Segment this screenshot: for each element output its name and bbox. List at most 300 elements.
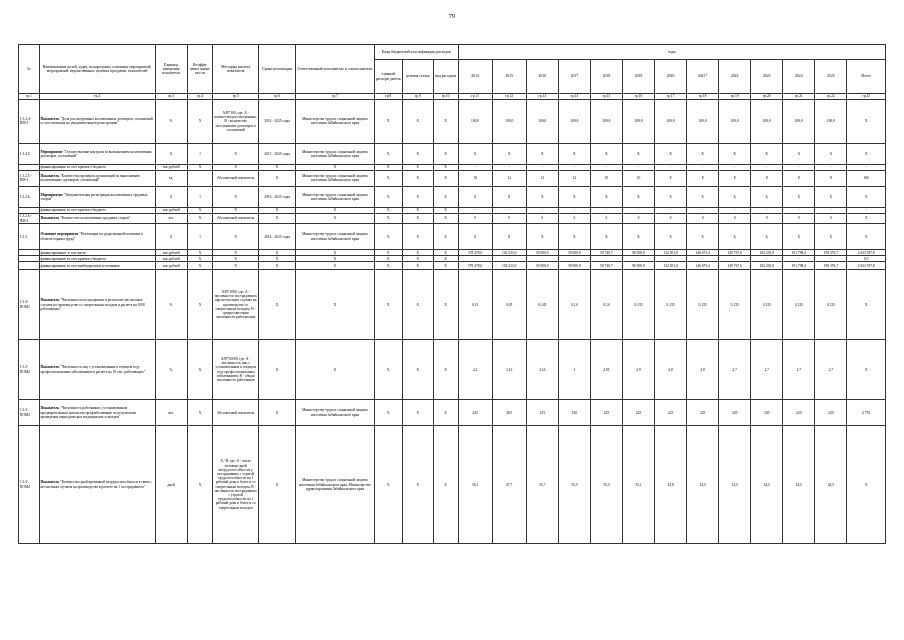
table-cell bbox=[258, 99, 295, 143]
cell-text: X bbox=[169, 234, 173, 239]
cell-text: гр.16 bbox=[634, 94, 643, 99]
table-cell bbox=[433, 262, 458, 270]
cell-text: шт. bbox=[168, 216, 174, 221]
cell-text: X bbox=[605, 194, 608, 199]
cell-text: X bbox=[386, 256, 390, 261]
cell-text: X bbox=[386, 234, 390, 239]
cell-text: 3,16 bbox=[506, 367, 513, 372]
table-cell bbox=[751, 400, 783, 426]
cell-text: 102 523,0 bbox=[502, 250, 517, 255]
cell-text: гр.17 bbox=[666, 94, 675, 99]
cell-text: - bbox=[573, 165, 575, 170]
cell-text: гр.9 bbox=[414, 94, 421, 99]
cell-text: гр.7 bbox=[331, 94, 338, 99]
table-cell bbox=[296, 186, 375, 207]
table-cell bbox=[258, 224, 295, 250]
cell-text: 100,0 bbox=[538, 119, 547, 124]
cell-text: X bbox=[386, 194, 390, 199]
table-cell bbox=[458, 224, 492, 250]
cell-text: гр.6 bbox=[274, 94, 281, 99]
table-cell bbox=[847, 213, 886, 223]
cell-text: 34,5 bbox=[699, 482, 706, 487]
cell-text: X bbox=[701, 151, 704, 156]
col-header-executor: Ответственный исполнитель и соисполнители bbox=[296, 45, 375, 94]
cell-text: гр.5 bbox=[232, 94, 239, 99]
row-name-cell bbox=[39, 213, 155, 223]
col-header-year: 2023 bbox=[751, 60, 783, 94]
table-row bbox=[19, 143, 886, 164]
cell-text: Министерство труда и социальной защиты населения Забайкальского края bbox=[302, 174, 368, 183]
table-cell bbox=[719, 213, 751, 223]
table-cell bbox=[847, 426, 886, 544]
cell-text: - bbox=[830, 256, 832, 261]
table-cell bbox=[622, 270, 654, 340]
cell-text: 220 bbox=[764, 410, 770, 415]
table-cell bbox=[655, 170, 687, 186]
cell-text: X bbox=[507, 194, 511, 199]
table-cell bbox=[258, 400, 295, 426]
cell-text: X bbox=[275, 165, 279, 170]
table-cell bbox=[783, 170, 815, 186]
cell-text: - bbox=[830, 165, 832, 170]
cell-text: X bbox=[275, 410, 279, 415]
table-cell bbox=[687, 262, 719, 270]
table-cell bbox=[296, 143, 375, 164]
cell-text: X bbox=[473, 234, 477, 239]
table-cell bbox=[622, 340, 654, 400]
cell-text: - bbox=[637, 256, 640, 261]
table-cell bbox=[590, 213, 622, 223]
table-cell bbox=[296, 213, 375, 223]
table-cell bbox=[622, 186, 654, 207]
cell-text: - bbox=[798, 256, 800, 261]
cell-text: А / В, где: А - число человеко-дней нетрудоспособности у пострадавших с утратой трудоспособности на 1 рабочий день и более и со смертельным исходом, В - численность пострадавших с утратой трудоспособности на 1 рабочий день и более и со смертельным исходом bbox=[214, 459, 257, 510]
table-cell bbox=[526, 340, 558, 400]
cell-text: 132 501,0 bbox=[663, 250, 678, 255]
table-cell bbox=[296, 224, 375, 250]
cell-text: - bbox=[766, 208, 768, 213]
cell-text: X bbox=[198, 302, 202, 307]
cell-text: 100,0 bbox=[794, 119, 803, 124]
cell-text: финансирование за счет краевого бюджета bbox=[40, 208, 106, 213]
row-number-cell bbox=[19, 224, 40, 250]
table-cell bbox=[751, 213, 783, 223]
table-cell bbox=[155, 99, 187, 143]
keyword-label: Показатель bbox=[40, 406, 60, 411]
cell-text: Абсолютный показатель bbox=[217, 410, 255, 415]
cell-text: X bbox=[386, 250, 390, 255]
table-cell bbox=[558, 262, 590, 270]
table-cell bbox=[847, 262, 886, 270]
table-cell bbox=[815, 143, 847, 164]
cell-text: 1 bbox=[199, 234, 201, 239]
cell-text: 102 523,0 bbox=[502, 263, 517, 268]
col-header-year: Итого bbox=[847, 60, 886, 94]
cell-text: 34,5 bbox=[763, 482, 770, 487]
table-row bbox=[19, 186, 886, 207]
table-cell bbox=[558, 213, 590, 223]
table-cell bbox=[155, 262, 187, 270]
cell-text: - bbox=[508, 165, 510, 170]
row-name-cell bbox=[39, 170, 155, 186]
col-header-years: годы bbox=[458, 45, 885, 60]
table-cell bbox=[719, 262, 751, 270]
cell-text: - bbox=[605, 208, 608, 213]
cell-text: 1.3.2.6. bbox=[19, 194, 31, 199]
cell-text: 146 673,4 bbox=[695, 250, 710, 255]
cell-text: 2 755 bbox=[862, 410, 871, 415]
row-number-cell bbox=[19, 400, 40, 426]
cell-text: 245 bbox=[472, 410, 478, 415]
table-cell bbox=[155, 213, 187, 223]
table-cell bbox=[402, 270, 433, 340]
cell-text: X bbox=[198, 256, 202, 261]
cell-text: X bbox=[234, 165, 237, 170]
cell-text: - bbox=[766, 256, 768, 261]
cell-text: 1 bbox=[199, 194, 201, 199]
table-cell bbox=[402, 143, 433, 164]
table-cell bbox=[526, 262, 558, 270]
table-row bbox=[19, 99, 886, 143]
cell-text: 0,05 bbox=[506, 302, 513, 307]
table-cell bbox=[622, 426, 654, 544]
cell-text: 191 798,4 bbox=[791, 263, 806, 268]
cell-text: 0 bbox=[701, 216, 704, 221]
cell-text: Абсолютный показатель bbox=[217, 216, 255, 221]
cell-text: X bbox=[198, 250, 202, 255]
table-cell bbox=[558, 224, 590, 250]
table-cell bbox=[155, 224, 187, 250]
table-cell bbox=[751, 224, 783, 250]
cell-text: X bbox=[829, 234, 833, 239]
table-cell bbox=[687, 143, 719, 164]
cell-text: X bbox=[386, 216, 390, 221]
cell-text: X bbox=[333, 367, 337, 372]
table-cell bbox=[402, 186, 433, 207]
col-header-terms: Сроки реализации bbox=[258, 45, 295, 94]
col-header-year: 2024 bbox=[783, 60, 815, 94]
cell-text: 8 bbox=[701, 176, 704, 181]
cell-text: X bbox=[234, 208, 237, 213]
cell-text: X bbox=[416, 234, 419, 239]
table-row bbox=[19, 213, 886, 223]
cell-text: X bbox=[198, 216, 202, 221]
cell-text: 34,5 bbox=[795, 482, 802, 487]
table-cell bbox=[719, 224, 751, 250]
keyword-label: Показатель bbox=[40, 480, 60, 485]
table-cell bbox=[213, 340, 259, 400]
cell-text: - bbox=[541, 256, 543, 261]
cell-text: 47,7 bbox=[506, 482, 513, 487]
table-cell bbox=[213, 224, 259, 250]
table-cell bbox=[655, 224, 687, 250]
cell-text: гр.14 bbox=[570, 94, 579, 99]
table-cell bbox=[751, 340, 783, 400]
cell-text: 50 000,0 bbox=[536, 263, 549, 268]
cell-text: 59 740,7 bbox=[600, 250, 613, 255]
table-cell bbox=[213, 143, 259, 164]
cell-text: X bbox=[573, 194, 576, 199]
table-cell bbox=[751, 170, 783, 186]
col-header-name: Наименование целей, задач, подпрограмм, основных мероприятий, мероприятий, ведомственных целевых программ, показателей bbox=[39, 45, 155, 94]
table-cell bbox=[590, 170, 622, 186]
cell-text: А/В*1000, где: А - численность пострадавших при несчастных случаях на производстве со смертельным исходом, В - среднесписочная численность работающих bbox=[214, 289, 257, 320]
table-cell bbox=[258, 426, 295, 544]
cell-text: X bbox=[444, 119, 447, 124]
table-cell bbox=[622, 143, 654, 164]
table-cell bbox=[374, 270, 402, 340]
table-cell bbox=[815, 262, 847, 270]
keyword-label: Показатель bbox=[40, 117, 60, 122]
cell-text: - bbox=[865, 208, 867, 213]
table-cell bbox=[402, 99, 433, 143]
cell-text: X bbox=[333, 263, 337, 268]
table-cell bbox=[258, 186, 295, 207]
cell-text: 0,14 bbox=[571, 302, 578, 307]
cell-text: 0,135 bbox=[666, 302, 675, 307]
cell-text: 578 478,0 bbox=[467, 263, 483, 268]
table-cell bbox=[492, 400, 526, 426]
cell-text: X bbox=[540, 234, 544, 239]
cell-text: 12 bbox=[572, 176, 577, 181]
table-cell bbox=[296, 170, 375, 186]
keyword-label: Мероприятие bbox=[40, 149, 63, 154]
cell-text: 1.3.2.6.-ПМ-1 bbox=[19, 214, 32, 223]
cell-text: 0,135 bbox=[634, 302, 643, 307]
cell-text: X bbox=[540, 151, 544, 156]
table-cell bbox=[655, 270, 687, 340]
cell-text: гр.20 bbox=[762, 94, 771, 99]
cell-text: X bbox=[198, 482, 202, 487]
cell-text: 100,0 bbox=[634, 119, 643, 124]
table-cell bbox=[187, 170, 213, 186]
table-cell bbox=[590, 224, 622, 250]
col-header-year: 2019 bbox=[622, 60, 654, 94]
table-cell bbox=[458, 213, 492, 223]
cell-text: X bbox=[416, 367, 419, 372]
keyword-label: Показатель bbox=[40, 365, 60, 370]
table-cell bbox=[655, 99, 687, 143]
table-cell bbox=[558, 99, 590, 143]
cell-text: 35,3 bbox=[603, 482, 610, 487]
cell-text: X bbox=[234, 250, 237, 255]
table-cell bbox=[458, 262, 492, 270]
cell-text: 0 bbox=[669, 216, 672, 221]
cell-text: 0 bbox=[541, 216, 544, 221]
table-cell bbox=[622, 99, 654, 143]
cell-text: Показатель "Количество дней временной нетрудоспособности в связи с несчастным случаем на производстве в расчете на 1 пострадавшего" bbox=[40, 480, 152, 489]
table-cell bbox=[783, 400, 815, 426]
cell-text: X bbox=[444, 256, 447, 261]
table-cell bbox=[187, 270, 213, 340]
cell-text: 106 bbox=[863, 176, 869, 181]
cell-text: X bbox=[416, 482, 419, 487]
cell-text: гр.15 bbox=[602, 94, 611, 99]
table-cell bbox=[492, 224, 526, 250]
table-cell bbox=[155, 186, 187, 207]
cell-text: финансирование за счет краевого бюджета bbox=[40, 256, 106, 261]
col-header-number: № bbox=[19, 45, 40, 94]
table-cell bbox=[187, 426, 213, 544]
cell-text: X bbox=[829, 194, 833, 199]
cell-text: 2014 - 2025 годы bbox=[264, 234, 290, 239]
row-number-cell bbox=[19, 426, 40, 544]
col-header-year: 2017 bbox=[558, 60, 590, 94]
cell-text: чел. bbox=[167, 410, 175, 415]
cell-text: 1.3.2.5.-ПМ-1 bbox=[19, 174, 32, 183]
cell-text: - bbox=[669, 208, 672, 213]
cell-text: Показатель "Численность лиц с установленным в текущем году профессиональным заболеванием в расчете на 10 тыс. работающих" bbox=[40, 365, 146, 374]
cell-text: 2,8 bbox=[700, 367, 705, 372]
cell-text: 2,8 bbox=[668, 367, 673, 372]
cell-text: X bbox=[444, 176, 447, 181]
col-header-year: 2022 bbox=[719, 60, 751, 94]
cell-text: X bbox=[234, 263, 237, 268]
table-cell bbox=[783, 186, 815, 207]
cell-text: - bbox=[830, 208, 832, 213]
cell-text: X bbox=[275, 256, 279, 261]
cell-text: X bbox=[864, 367, 868, 372]
cell-text: X bbox=[386, 263, 390, 268]
cell-text: 8 bbox=[829, 176, 832, 181]
row-name-cell bbox=[39, 400, 155, 426]
table-cell bbox=[655, 426, 687, 544]
table-cell bbox=[783, 426, 815, 544]
table-row bbox=[19, 262, 886, 270]
cell-text: X bbox=[797, 194, 801, 199]
table-cell bbox=[374, 400, 402, 426]
cell-text: 1.3.3-ПОМ1 bbox=[19, 300, 30, 309]
cell-text: Абсолютный показатель bbox=[217, 176, 255, 181]
table-cell bbox=[433, 400, 458, 426]
table-cell bbox=[815, 426, 847, 544]
cell-text: X bbox=[733, 234, 736, 239]
row-number-cell bbox=[19, 143, 40, 164]
cell-text: - bbox=[734, 165, 736, 170]
cell-text: 0 bbox=[474, 216, 476, 221]
table-cell bbox=[590, 262, 622, 270]
col-header-year: 2021* bbox=[687, 60, 719, 94]
cell-text: X bbox=[234, 151, 237, 156]
cell-text: 2,2 bbox=[472, 367, 478, 372]
table-cell bbox=[296, 99, 375, 143]
table-cell bbox=[402, 213, 433, 223]
cell-text: X bbox=[416, 119, 419, 124]
keyword-label: Показатель bbox=[40, 216, 60, 221]
table-cell bbox=[526, 224, 558, 250]
cell-text: - bbox=[702, 165, 704, 170]
table-cell bbox=[783, 262, 815, 270]
cell-text: - bbox=[508, 208, 510, 213]
table-cell bbox=[402, 400, 433, 426]
cell-text: X bbox=[669, 234, 672, 239]
cell-text: Министерство труда и социальной защиты населения Забайкальского края bbox=[302, 232, 368, 241]
table-cell bbox=[492, 170, 526, 186]
cell-text: Министерство труда и социальной защиты населения Забайкальского края, Министерство здравоохранения Забайкальского края bbox=[299, 478, 371, 491]
table-cell bbox=[374, 99, 402, 143]
table-cell bbox=[526, 213, 558, 223]
cell-text: 8 bbox=[797, 176, 800, 181]
cell-text: X bbox=[637, 194, 640, 199]
cell-text: X bbox=[444, 165, 447, 170]
table-cell bbox=[433, 170, 458, 186]
row-name-cell bbox=[39, 186, 155, 207]
table-cell bbox=[655, 143, 687, 164]
table-cell bbox=[719, 143, 751, 164]
cell-text: 0,0 bbox=[863, 256, 869, 261]
cell-text: X bbox=[416, 216, 419, 221]
table-cell bbox=[374, 262, 402, 270]
col-header-chief: главный распоря-дитель bbox=[374, 60, 402, 94]
table-cell bbox=[458, 99, 492, 143]
table-cell bbox=[374, 224, 402, 250]
cell-text: X bbox=[864, 151, 868, 156]
table-cell bbox=[526, 426, 558, 544]
table-cell bbox=[492, 99, 526, 143]
cell-text: 0,135 bbox=[826, 302, 835, 307]
cell-text: 8 bbox=[733, 176, 736, 181]
table-cell bbox=[558, 170, 590, 186]
cell-text: 2,7 bbox=[764, 367, 769, 372]
cell-text: 59 740,7 bbox=[600, 263, 613, 268]
cell-text: X bbox=[275, 302, 279, 307]
cell-text: 0 bbox=[637, 216, 640, 221]
table-cell bbox=[492, 143, 526, 164]
cell-text: 220 bbox=[731, 410, 738, 415]
cell-text: гр.23 bbox=[862, 94, 871, 99]
cell-text: X bbox=[733, 151, 736, 156]
table-cell bbox=[296, 426, 375, 544]
cell-text: - bbox=[573, 256, 575, 261]
cell-text: X bbox=[386, 410, 390, 415]
cell-text: X bbox=[386, 151, 390, 156]
table-cell bbox=[719, 340, 751, 400]
cell-text: X bbox=[444, 250, 447, 255]
cell-text: 100,0 bbox=[471, 119, 480, 124]
cell-text: Показатель "Количество коллективных трудовых споров" bbox=[40, 216, 131, 221]
table-row bbox=[19, 426, 886, 544]
row-number-cell bbox=[19, 99, 40, 143]
cell-text: 2 023 597,8 bbox=[857, 250, 875, 255]
cell-text: X bbox=[275, 176, 279, 181]
row-name-cell bbox=[39, 143, 155, 164]
cell-text: 3 bbox=[573, 367, 576, 372]
cell-text: 146 673,4 bbox=[695, 263, 710, 268]
cell-text: - bbox=[734, 208, 736, 213]
cell-text: 220 bbox=[828, 410, 834, 415]
table-cell bbox=[296, 400, 375, 426]
table-cell bbox=[433, 143, 458, 164]
cell-text: 225 bbox=[603, 410, 610, 415]
cell-text: 8 bbox=[765, 176, 768, 181]
cell-text: 100,0 bbox=[666, 119, 675, 124]
table-cell bbox=[655, 400, 687, 426]
cell-text: тыс.рублей bbox=[162, 250, 180, 255]
table-cell bbox=[687, 400, 719, 426]
cell-text: X bbox=[444, 410, 447, 415]
cell-text: 2,9 bbox=[636, 367, 641, 372]
table-cell bbox=[751, 426, 783, 544]
col-header-year: 2015 bbox=[492, 60, 526, 94]
cell-text: X bbox=[386, 367, 390, 372]
table-cell bbox=[815, 99, 847, 143]
cell-text: финансирование, в том числе: bbox=[40, 250, 87, 255]
table-cell bbox=[847, 224, 886, 250]
table-cell bbox=[815, 186, 847, 207]
table-cell bbox=[155, 270, 187, 340]
cell-text: Министерство труда и социальной защиты населения Забайкальского края bbox=[302, 408, 368, 417]
indicator-table bbox=[18, 44, 886, 544]
